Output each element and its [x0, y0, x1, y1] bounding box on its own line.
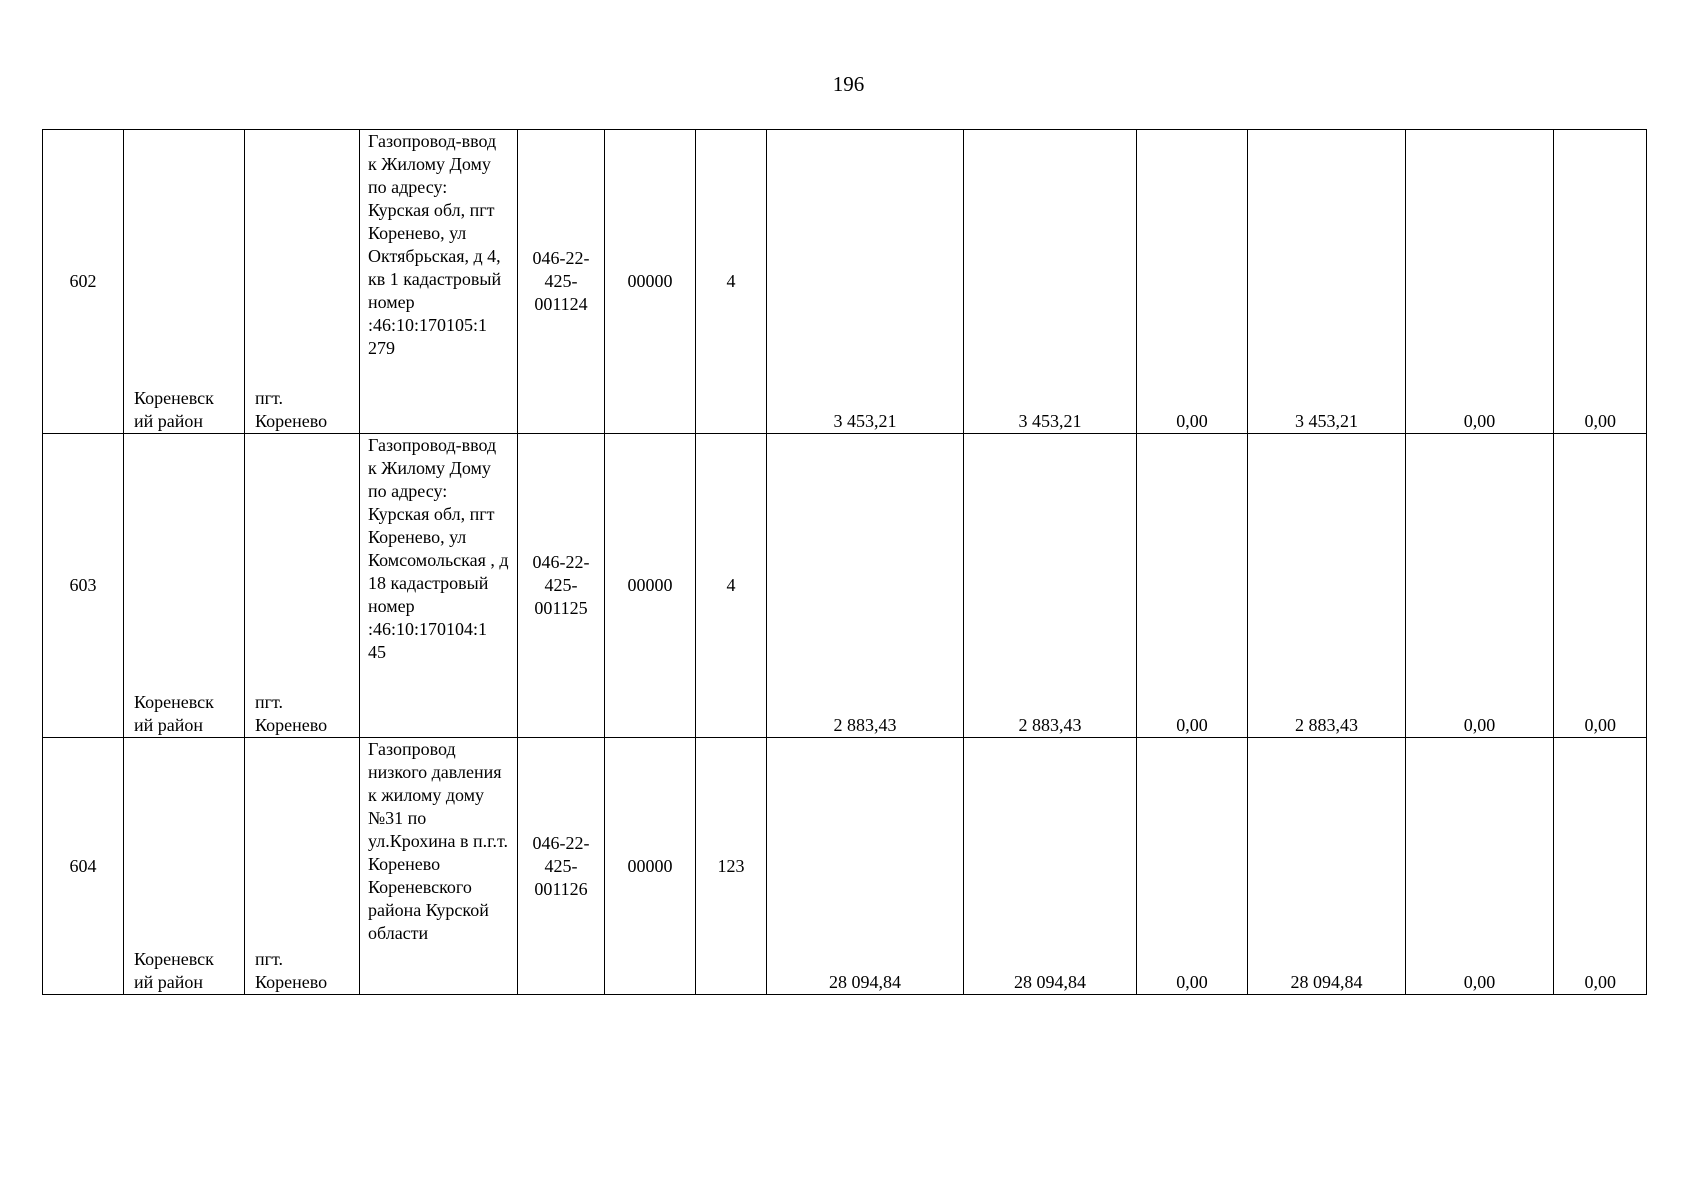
table-row	[43, 434, 1647, 738]
row-number-cell: 602	[43, 130, 124, 434]
quantity-cell: 4	[696, 130, 767, 434]
registry-number-cell: 046-22-425-001125	[518, 434, 605, 738]
registry-number-cell: 046-22-425-001126	[518, 738, 605, 995]
object-description-cell: Газопровод-ввод к Жилому Дому по адресу: Курская обл, пгт Коренево, ул Комсомольская , д 18 кадастровый номер :46:10:170104:1 45	[360, 434, 518, 738]
code-cell: 00000	[605, 130, 696, 434]
value-cell-5: 0,00	[1406, 434, 1554, 738]
value-cell-4: 28 094,84	[1248, 738, 1406, 995]
value-cell-6: 0,00	[1554, 738, 1647, 995]
locality-cell: пгт. Коренево	[245, 738, 360, 995]
object-description-cell: Газопровод низкого давления к жилому дому №31 по ул.Крохина в п.г.т. Коренево Кореневского района Курской области	[360, 738, 518, 995]
value-cell-6: 0,00	[1554, 130, 1647, 434]
registry-number-cell: 046-22-425-001124	[518, 130, 605, 434]
page-number: 196	[832, 72, 865, 96]
value-cell-1: 3 453,21	[767, 130, 964, 434]
object-description-cell: Газопровод-ввод к Жилому Дому по адресу: Курская обл, пгт Коренево, ул Октябрьская, д 4, кв 1 кадастровый номер :46:10:170105:1 279	[360, 130, 518, 434]
value-cell-2: 2 883,43	[964, 434, 1137, 738]
locality-cell: пгт. Коренево	[245, 130, 360, 434]
quantity-cell: 4	[696, 434, 767, 738]
value-cell-5: 0,00	[1406, 130, 1554, 434]
row-number-cell: 603	[43, 434, 124, 738]
value-cell-3: 0,00	[1137, 738, 1248, 995]
value-cell-4: 2 883,43	[1248, 434, 1406, 738]
row-number-cell: 604	[43, 738, 124, 995]
property-register-table	[42, 129, 1647, 995]
table-row	[43, 130, 1647, 434]
value-cell-5: 0,00	[1406, 738, 1554, 995]
value-cell-2: 3 453,21	[964, 130, 1137, 434]
district-cell: Кореневск ий район	[124, 738, 245, 995]
code-cell: 00000	[605, 738, 696, 995]
value-cell-2: 28 094,84	[964, 738, 1137, 995]
quantity-cell: 123	[696, 738, 767, 995]
district-cell: Кореневск ий район	[124, 434, 245, 738]
value-cell-3: 0,00	[1137, 130, 1248, 434]
value-cell-3: 0,00	[1137, 434, 1248, 738]
value-cell-1: 2 883,43	[767, 434, 964, 738]
value-cell-1: 28 094,84	[767, 738, 964, 995]
locality-cell: пгт. Коренево	[245, 434, 360, 738]
district-cell: Кореневск ий район	[124, 130, 245, 434]
value-cell-4: 3 453,21	[1248, 130, 1406, 434]
table-row	[43, 738, 1647, 995]
value-cell-6: 0,00	[1554, 434, 1647, 738]
code-cell: 00000	[605, 434, 696, 738]
